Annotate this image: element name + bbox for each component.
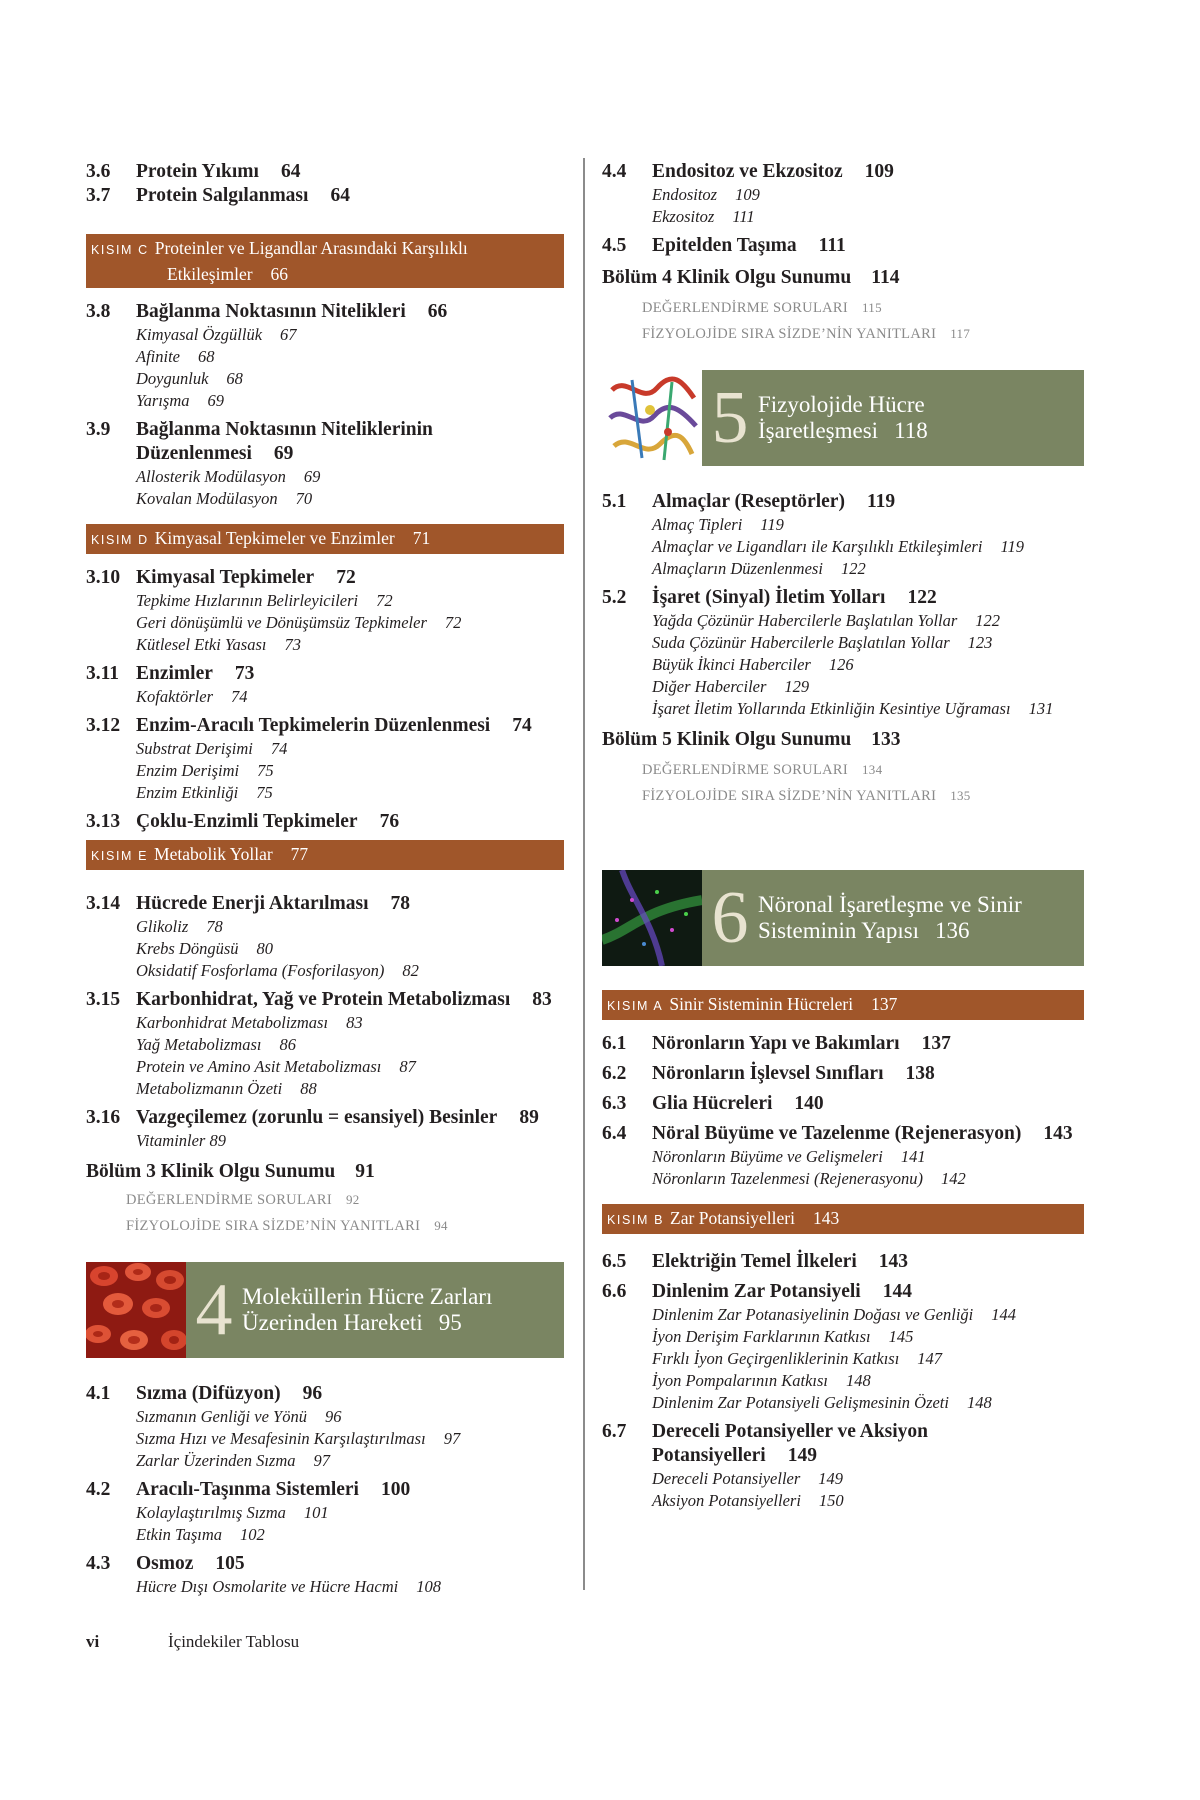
review-questions-4[interactable]: DEĞERLENDİRME SORULARI 115: [642, 300, 882, 316]
toc-subsection[interactable]: Nöronların Büyüme ve Gelişmeleri 141: [652, 1147, 926, 1166]
toc-subsection[interactable]: Hücre Dışı Osmolarite ve Hücre Hacmi 108: [136, 1577, 442, 1596]
toc-subsection[interactable]: İyon Derişim Farklarının Katkısı 145: [652, 1327, 914, 1346]
part-a-bar[interactable]: KISIM A Sinir Sisteminin Hücreleri 137: [602, 990, 1084, 1020]
part-e-bar[interactable]: KISIM E Metabolik Yollar 77: [86, 840, 564, 870]
toc-section-3-10[interactable]: 3.10 Kimyasal Tepkimeler 72: [86, 567, 356, 588]
toc-section-6-6[interactable]: 6.6 Dinlenim Zar Potansiyeli 144: [602, 1281, 912, 1302]
toc-subsection[interactable]: Zarlar Üzerinden Sızma 97: [136, 1451, 331, 1470]
toc-subsection[interactable]: Dereceli Potansiyeller 149: [652, 1469, 844, 1488]
toc-section-3-16[interactable]: 3.16 Vazgeçilemez (zorunlu = esansiyel) Besinler 89: [86, 1107, 539, 1128]
toc-section-5-2[interactable]: 5.2 İşaret (Sinyal) İletim Yolları 122: [602, 587, 937, 608]
toc-subsection[interactable]: Almaçların Düzenlenmesi 122: [652, 559, 866, 578]
toc-subsection[interactable]: Tepkime Hızlarının Belirleyicileri 72: [136, 591, 393, 610]
toc-section-6-3[interactable]: 6.3 Glia Hücreleri 140: [602, 1093, 824, 1114]
toc-section-4-3[interactable]: 4.3 Osmoz 105: [86, 1553, 245, 1574]
toc-subsection[interactable]: Etkin Taşıma 102: [136, 1525, 265, 1544]
protein-structure-image: [602, 370, 702, 466]
toc-section-6-7[interactable]: 6.7 Dereceli Potansiyeller ve Aksiyon Potansiyelleri 149: [602, 1421, 929, 1466]
toc-subsection[interactable]: Kofaktörler 74: [136, 687, 248, 706]
toc-subsection[interactable]: Suda Çözünür Habercilerle Başlatılan Yollar 123: [652, 633, 993, 652]
chapter-4-banner[interactable]: 4 Moleküllerin Hücre Zarları Üzerinden Hareketi 95: [86, 1262, 564, 1358]
toc-subsection[interactable]: Afinite 68: [136, 347, 215, 366]
neuron-micrograph-image: [602, 870, 702, 966]
clinical-case-4[interactable]: Bölüm 4 Klinik Olgu Sunumu 114: [602, 267, 900, 288]
page-footer: [86, 1632, 300, 1652]
toc-section-3-11[interactable]: 3.11 Enzimler 73: [86, 663, 255, 684]
toc-subsection[interactable]: Büyük İkinci Haberciler 126: [652, 655, 854, 674]
toc-subsection[interactable]: Glikoliz 78: [136, 917, 223, 936]
toc-subsection[interactable]: Protein ve Amino Asit Metabolizması 87: [136, 1057, 416, 1076]
toc-subsection[interactable]: Krebs Döngüsü 80: [136, 939, 274, 958]
toc-subsection[interactable]: Fırklı İyon Geçirgenliklerinin Katkısı 147: [652, 1349, 943, 1368]
toc-subsection[interactable]: Nöronların Tazelenmesi (Rejenerasyonu) 142: [652, 1169, 966, 1188]
review-questions-3[interactable]: DEĞERLENDİRME SORULARI 92: [126, 1192, 360, 1208]
running-title: İçindekiler Tablosu: [168, 1632, 300, 1651]
review-questions-5[interactable]: DEĞERLENDİRME SORULARI 134: [642, 762, 883, 778]
toc-section-4-2[interactable]: 4.2 Aracılı-Taşınma Sistemleri 100: [86, 1479, 411, 1500]
toc-subsection[interactable]: Diğer Haberciler 129: [652, 677, 810, 696]
toc-subsection[interactable]: Yağda Çözünür Habercilerle Başlatılan Yollar 122: [652, 611, 1001, 630]
toc-section-3-8[interactable]: 3.8 Bağlanma Noktasının Nitelikleri 66: [86, 301, 448, 322]
toc-subsection[interactable]: Oksidatif Fosforlama (Fosforilasyon) 82: [136, 961, 419, 980]
part-c-bar[interactable]: KISIM C Proteinler ve Ligandlar Arasındaki Karşılıklı Etkileşimler 66: [86, 234, 564, 288]
toc-section-3-6[interactable]: 3.6 Protein Yıkımı 64: [86, 161, 301, 182]
red-blood-cells-image: [86, 1262, 186, 1358]
toc-section-3-15[interactable]: 3.15 Karbonhidrat, Yağ ve Protein Metabolizması 83: [86, 989, 552, 1010]
toc-section-6-2[interactable]: 6.2 Nöronların İşlevsel Sınıfları 138: [602, 1063, 935, 1084]
toc-subsection[interactable]: İşaret İletim Yollarında Etkinliğin Kesintiye Uğraması 131: [652, 699, 1054, 718]
page-number: vi: [86, 1632, 100, 1651]
toc-subsection[interactable]: Kolaylaştırılmış Sızma 101: [136, 1503, 329, 1522]
toc-subsection[interactable]: İyon Pompalarının Katkısı 148: [652, 1371, 871, 1390]
toc-section-4-4[interactable]: 4.4 Endositoz ve Ekzositoz 109: [602, 161, 894, 182]
toc-subsection[interactable]: Yarışma 69: [136, 391, 225, 410]
part-b-bar[interactable]: KISIM B Zar Potansiyelleri 143: [602, 1204, 1084, 1234]
chapter-6-banner[interactable]: 6 Nöronal İşaretleşme ve Sinir Sisteminin Yapısı 136: [602, 870, 1084, 966]
toc-subsection[interactable]: Allosterik Modülasyon 69: [136, 467, 321, 486]
column-divider: [583, 158, 585, 1590]
toc-section-3-12[interactable]: 3.12 Enzim-Aracılı Tepkimelerin Düzenlenmesi 74: [86, 715, 532, 736]
toc-section-3-13[interactable]: 3.13 Çoklu-Enzimli Tepkimeler 76: [86, 811, 400, 832]
toc-subsection[interactable]: Almaçlar ve Ligandları ile Karşılıklı Etkileşimleri 119: [652, 537, 1024, 556]
toc-subsection[interactable]: Aksiyon Potansiyelleri 150: [652, 1491, 844, 1510]
answers-3[interactable]: FİZYOLOJİDE SIRA SİZDE’NİN YANITLARI 94: [126, 1218, 448, 1234]
toc-subsection[interactable]: Yağ Metabolizması 86: [136, 1035, 296, 1054]
toc-section-5-1[interactable]: 5.1 Almaçlar (Reseptörler) 119: [602, 491, 896, 512]
toc-subsection[interactable]: Dinlenim Zar Potansiyeli Gelişmesinin Özeti 148: [652, 1393, 992, 1412]
toc-section-3-9[interactable]: 3.9 Bağlanma Noktasının Niteliklerinin Düzenlenmesi 69: [86, 419, 433, 464]
toc-section-6-1[interactable]: 6.1 Nöronların Yapı ve Bakımları 137: [602, 1033, 951, 1054]
toc-subsection[interactable]: Enzim Etkinliği 75: [136, 783, 273, 802]
toc-section-4-1[interactable]: 4.1 Sızma (Difüzyon) 96: [86, 1383, 323, 1404]
toc-subsection[interactable]: Kimyasal Özgüllük 67: [136, 325, 297, 344]
toc-right-column: [602, 160, 1084, 1512]
toc-section-6-5[interactable]: 6.5 Elektriğin Temel İlkeleri 143: [602, 1251, 908, 1272]
toc-subsection[interactable]: Dinlenim Zar Potanasiyelinin Doğası ve Genliği 144: [652, 1305, 1017, 1324]
toc-subsection[interactable]: Metabolizmanın Özeti 88: [136, 1079, 317, 1098]
toc-subsection[interactable]: Enzim Derişimi 75: [136, 761, 274, 780]
toc-section-3-14[interactable]: 3.14 Hücrede Enerji Aktarılması 78: [86, 893, 411, 914]
clinical-case-5[interactable]: Bölüm 5 Klinik Olgu Sunumu 133: [602, 729, 901, 750]
toc-subsection[interactable]: Kütlesel Etki Yasası 73: [136, 635, 301, 654]
part-d-bar[interactable]: KISIM D Kimyasal Tepkimeler ve Enzimler 71: [86, 524, 564, 554]
toc-subsection[interactable]: Ekzositoz 111: [652, 207, 755, 226]
toc-subsection[interactable]: Karbonhidrat Metabolizması 83: [136, 1013, 363, 1032]
toc-subsection[interactable]: Almaç Tipleri 119: [652, 515, 784, 534]
chapter-5-banner[interactable]: 5 Fizyolojide Hücre İşaretleşmesi 118: [602, 370, 1084, 466]
toc-subsection[interactable]: Vitaminler 89: [136, 1131, 226, 1150]
toc-subsection[interactable]: Kovalan Modülasyon 70: [136, 489, 313, 508]
answers-5[interactable]: FİZYOLOJİDE SIRA SİZDE’NİN YANITLARI 135: [642, 788, 971, 804]
clinical-case-3[interactable]: Bölüm 3 Klinik Olgu Sunumu 91: [86, 1161, 375, 1182]
toc-subsection[interactable]: Endositoz 109: [652, 185, 760, 204]
toc-subsection[interactable]: Geri dönüşümlü ve Dönüşümsüz Tepkimeler 72: [136, 613, 462, 632]
toc-subsection[interactable]: Sızma Hızı ve Mesafesinin Karşılaştırılması 97: [136, 1429, 461, 1448]
toc-left-column: [86, 160, 564, 1598]
toc-section-6-4[interactable]: 6.4 Nöral Büyüme ve Tazelenme (Rejenerasyon) 143: [602, 1123, 1073, 1144]
toc-subsection[interactable]: Sızmanın Genliği ve Yönü 96: [136, 1407, 342, 1426]
toc-subsection[interactable]: Substrat Derişimi 74: [136, 739, 288, 758]
toc-subsection[interactable]: Doygunluk 68: [136, 369, 243, 388]
answers-4[interactable]: FİZYOLOJİDE SIRA SİZDE’NİN YANITLARI 117: [642, 326, 971, 342]
toc-section-3-7[interactable]: 3.7 Protein Salgılanması 64: [86, 185, 350, 206]
toc-section-4-5[interactable]: 4.5 Epitelden Taşıma 111: [602, 235, 846, 256]
